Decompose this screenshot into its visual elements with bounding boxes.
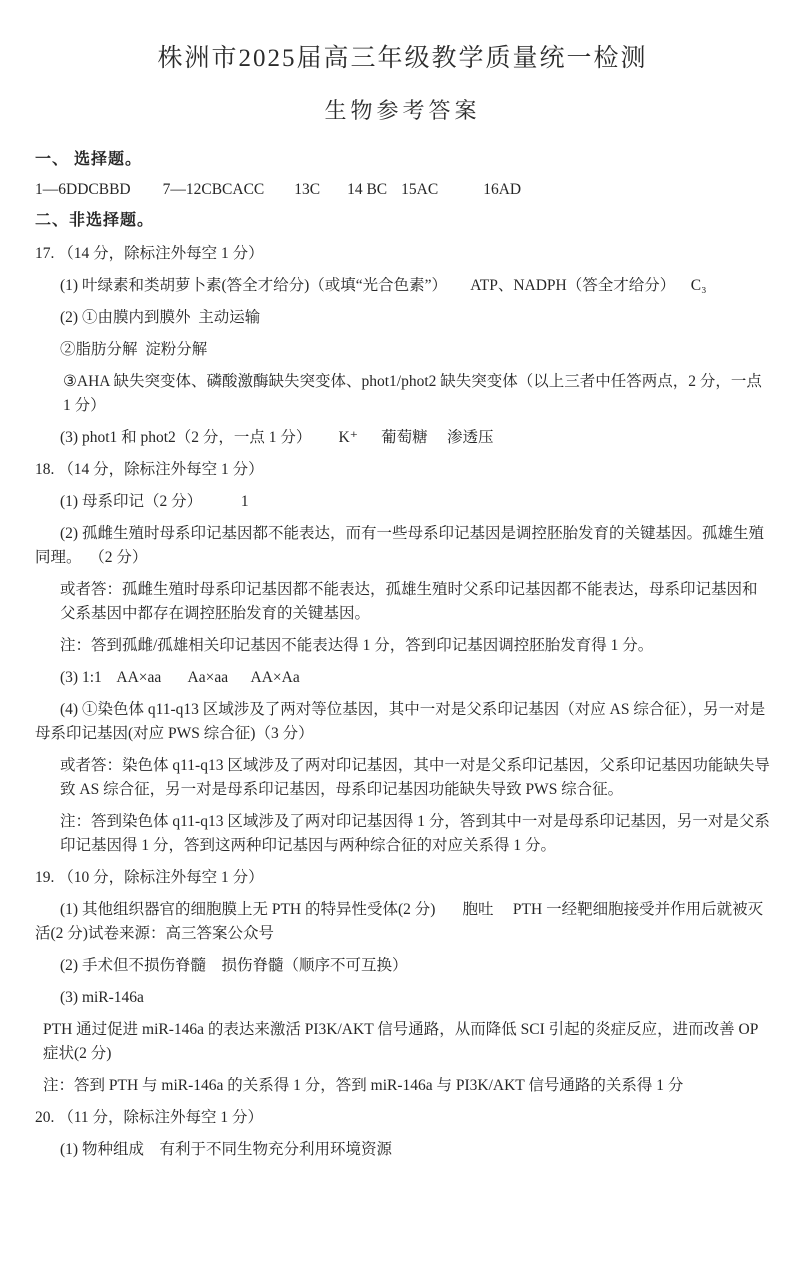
answer-15: 15AC bbox=[401, 181, 439, 198]
q20-header: 20. （11 分，除标注外每空 1 分） bbox=[35, 1109, 264, 1126]
answers-1-6: 1—6DDCBBD bbox=[35, 181, 131, 198]
q19-header: 19. （10 分，除标注外每空 1 分） bbox=[35, 869, 264, 886]
q17-header: 17. （14 分，除标注外每空 1 分） bbox=[35, 245, 264, 262]
answer-14: 14 BC bbox=[347, 181, 388, 198]
q18-answer-2-alt: 或者答：孤雌生殖时母系印记基因都不能表达，孤雄生殖时父系印记基因都不能表达，母系印记基因和父系基因中都存在调控胚胎发育的关键基因。 bbox=[60, 581, 758, 622]
answer-16: 16AD bbox=[483, 181, 522, 198]
q18-answer-4: (4) ①染色体 q11-q13 区域涉及了两对等位基因，其中一对是父系印记基因（对应 AS 综合征），另一对是母系印记基因(对应 PWS 综合征)（3 分） bbox=[35, 701, 766, 742]
q19-answer-3-explanation: PTH 通过促进 miR-146a 的表达来激活 PI3K/AKT 信号通路，从而降低 SCI 引起的炎症反应，进而改善 OP 症状(2 分) bbox=[43, 1021, 762, 1062]
q18-header: 18. （14 分，除标注外每空 1 分） bbox=[35, 461, 264, 478]
section-2-heading: 二、非选择题。 bbox=[35, 212, 155, 229]
q18-answer-4-note: 注：答到染色体 q11-q13 区域涉及了两对印记基因得 1 分，答到其中一对是母系印记基因，另一对是父系印记基因得 1 分，答到这两种印记基因与两种综合征的对应关系得 1 分。 bbox=[60, 813, 770, 854]
q17-answer-2-part2: ②脂肪分解 淀粉分解 bbox=[60, 341, 208, 358]
q18-answer-3: (3) 1:1 AA×aa Aa×aa AA×Aa bbox=[60, 669, 300, 686]
q19-answer-3-note: 注：答到 PTH 与 miR-146a 的关系得 1 分，答到 miR-146a 与 PI3K/AKT 信号通路的关系得 1 分 bbox=[43, 1077, 684, 1094]
q18-answer-1: (1) 母系印记（2 分） 1 bbox=[60, 493, 249, 510]
q19-answer-2: (2) 手术但不损伤脊髓 损伤脊髓（顺序不可互换） bbox=[60, 957, 408, 974]
q19-answer-3: (3) miR-146a bbox=[60, 989, 144, 1006]
q19-answer-1: (1) 其他组织器官的细胞膜上无 PTH 的特异性受体(2 分) 胞吐 PTH 一经靶细胞接受并作用后就被灭活(2 分)试卷来源：高三答案公众号 bbox=[35, 901, 764, 942]
section-1-heading: 一、 选择题。 bbox=[35, 151, 143, 168]
q20-answer-1: (1) 物种组成 有利于不同生物充分利用环境资源 bbox=[60, 1141, 392, 1158]
q18-answer-2: (2) 孤雌生殖时母系印记基因都不能表达，而有一些母系印记基因是调控胚胎发育的关键基因。孤雄生殖同理。 （2 分） bbox=[35, 525, 764, 566]
q18-answer-2-note: 注：答到孤雌/孤雄相关印记基因不能表达得 1 分，答到印记基因调控胚胎发育得 1 分。 bbox=[60, 637, 654, 654]
q18-answer-4-alt: 或者答：染色体 q11-q13 区域涉及了两对印记基因，其中一对是父系印记基因，父系印记基因功能缺失导致 AS 综合征，另一对是母系印记基因，母系印记基因功能缺失导致 PWS 综合征。 bbox=[60, 757, 770, 798]
q17-answer-2-part1: (2) ①由膜内到膜外 主动运输 bbox=[60, 309, 261, 326]
choice-answers-row bbox=[35, 181, 770, 199]
document-subtitle: 生物参考答案 bbox=[324, 98, 481, 123]
q17-answer-3: (3) phot1 和 phot2（2 分，一点 1 分） K⁺ 葡萄糖 渗透压 bbox=[60, 429, 494, 446]
q17-answer-1: (1) 叶绿素和类胡萝卜素(答全才给分)（或填“光合色素”） ATP、NADPH（答全才给分） C₃ bbox=[60, 277, 707, 294]
answers-7-12: 7—12CBCACC bbox=[162, 181, 265, 198]
q17-answer-2-part3: ③AHA 缺失突变体、磷酸激酶缺失突变体、phot1/phot2 缺失突变体（以上三者中任答两点，2 分，一点 1 分） bbox=[63, 373, 766, 414]
answer-13: 13C bbox=[294, 181, 321, 198]
document-title: 株洲市2025届高三年级教学质量统一检测 bbox=[157, 45, 648, 72]
